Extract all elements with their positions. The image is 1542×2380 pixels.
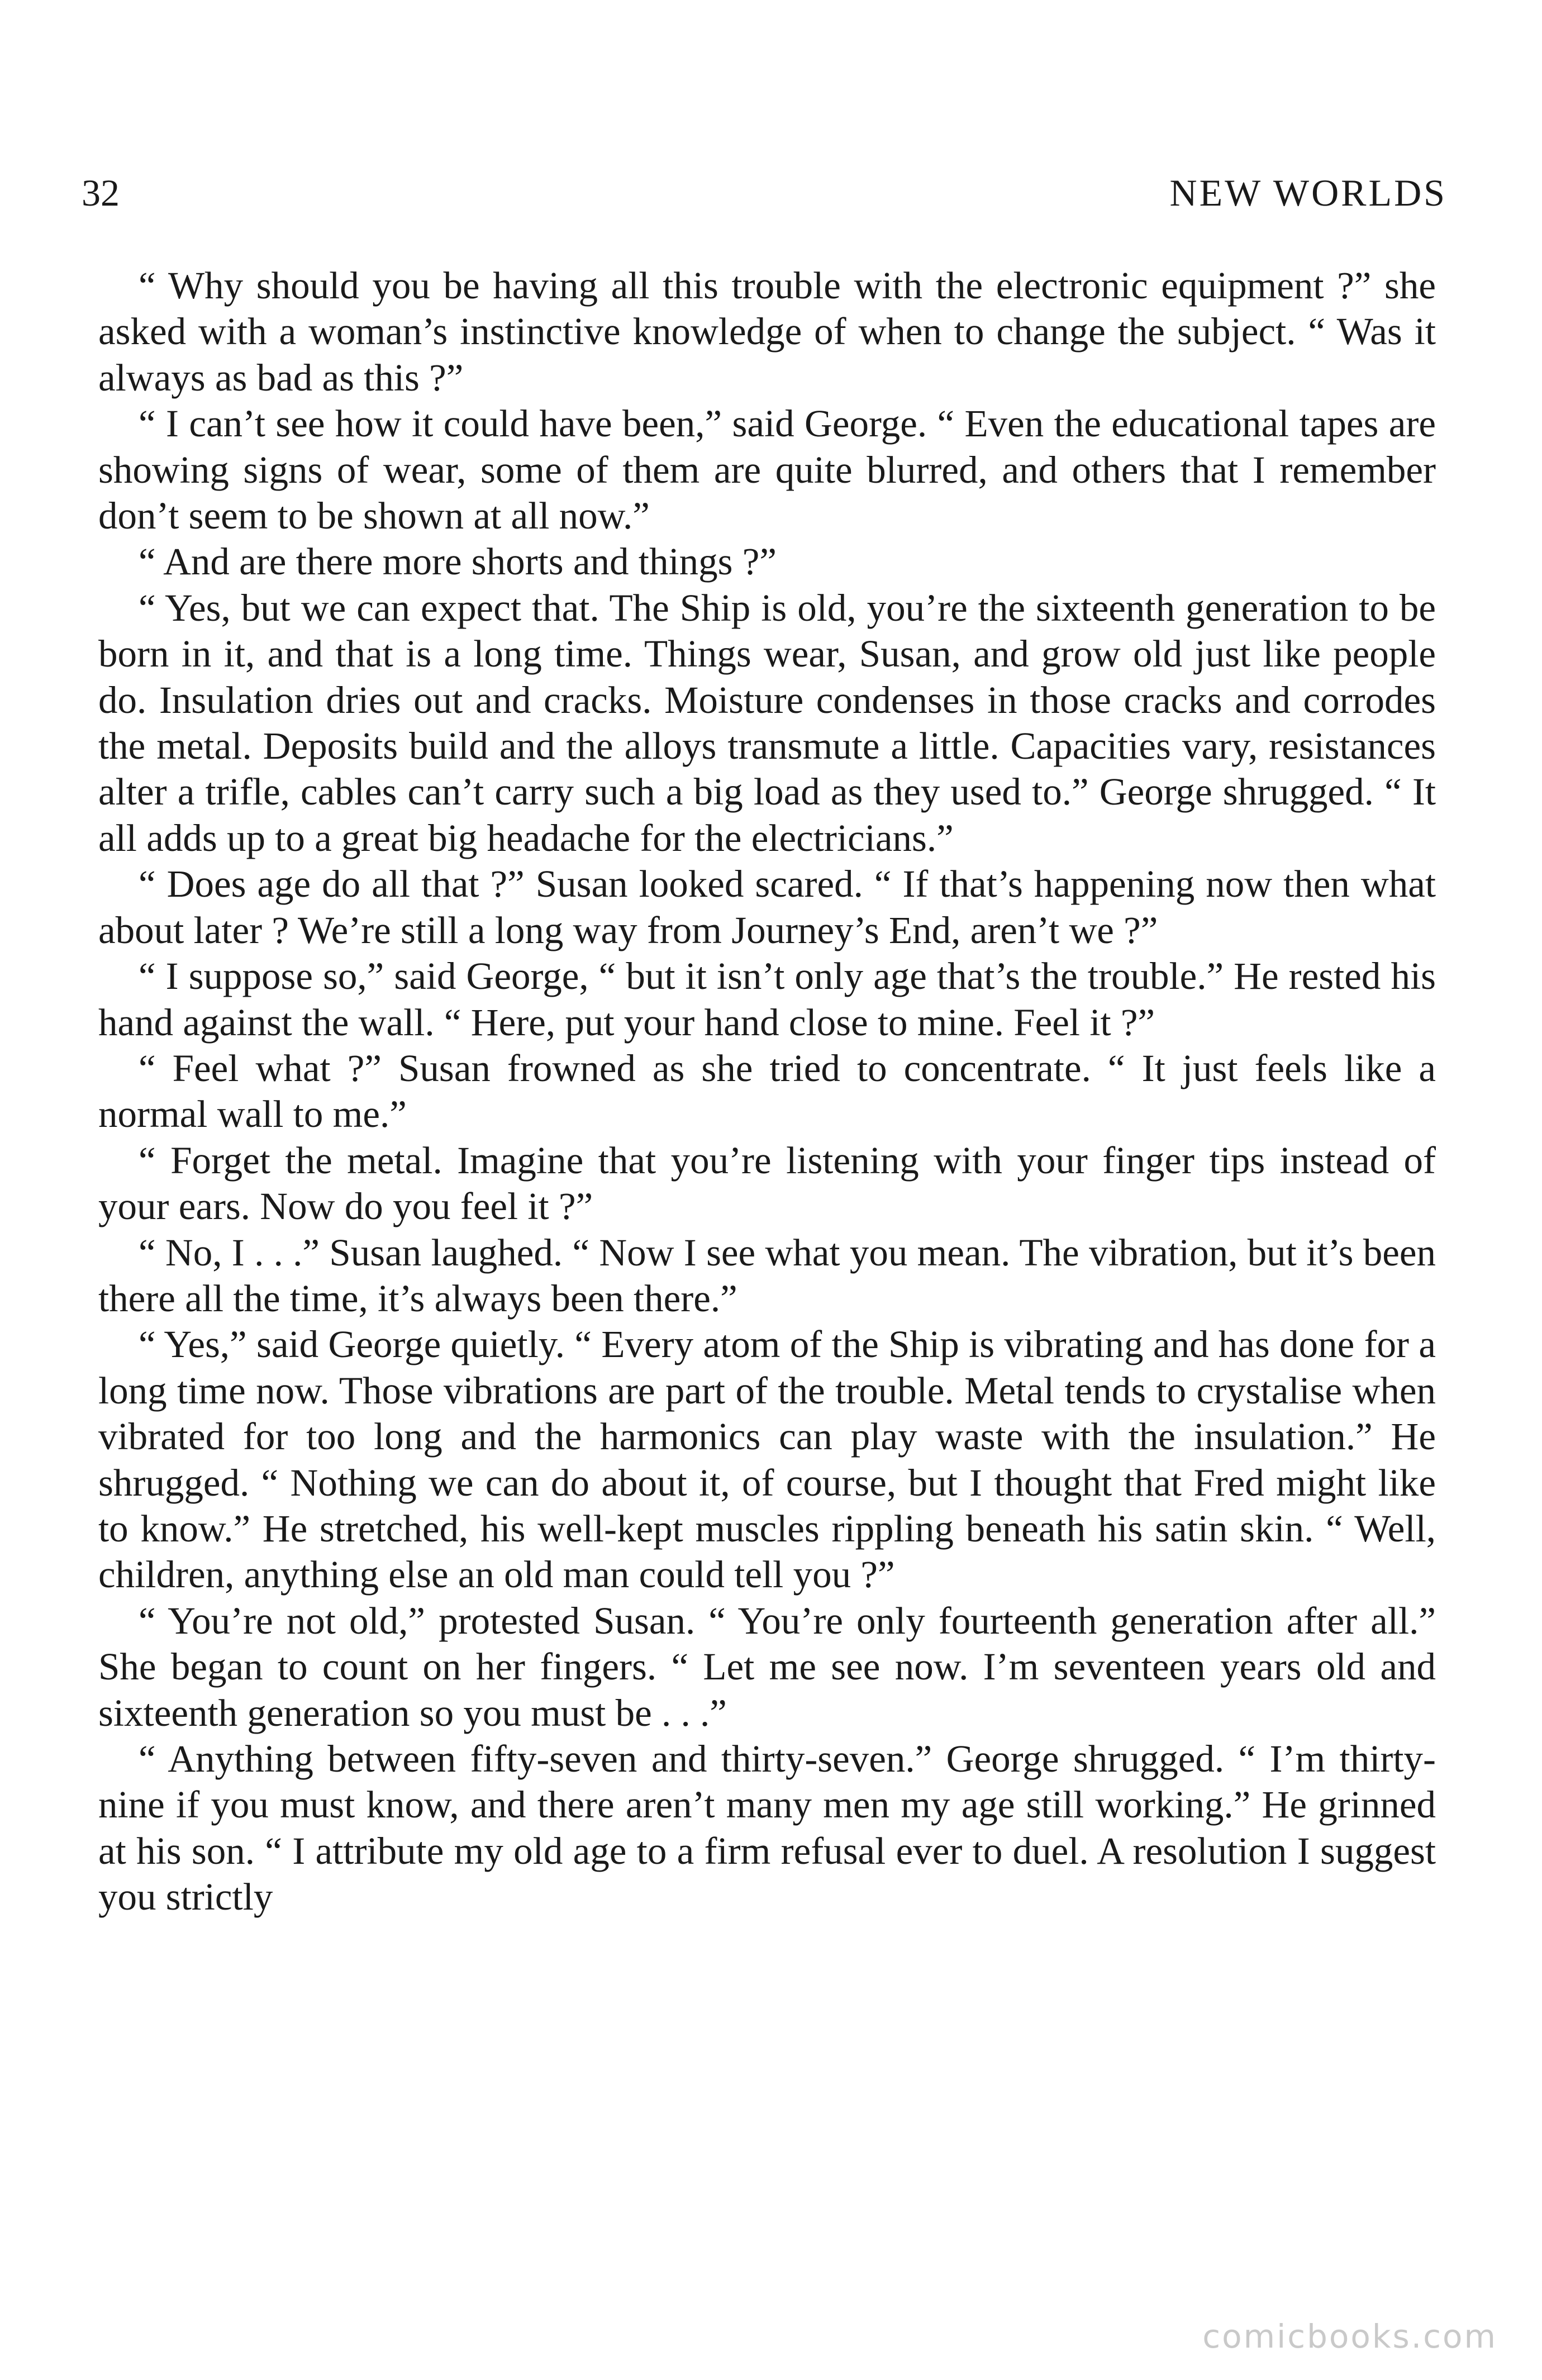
watermark: comicbooks.com xyxy=(1202,2317,1497,2355)
page-header xyxy=(82,168,1447,218)
page-number: 32 xyxy=(82,172,120,214)
paragraph: “ Forget the metal. Imagine that you’re listening with your finger tips instead of your ears. Now do you feel it ?” xyxy=(98,1139,1436,1228)
paragraph: “ Yes,” said George quietly. “ Every atom of the Ship is vibrating and has done for a long time now. Those vibrations are part of the trouble. Metal tends to crystalise when vibrated for too long and the harmonics can play waste with the insulation.” He shrugged. “ Nothing we can do about it, of course, but I thought that Fred might like to know.” He stretched, his well-kept muscles rippling beneath his satin skin. “ Well, children, anything else an old man could tell you ?” xyxy=(98,1323,1436,1596)
paragraph: “ I can’t see how it could have been,” said George. “ Even the educational tapes are showing signs of wear, some of them are quite blurred, and others that I remember don’t seem to be shown at all now.” xyxy=(98,402,1436,537)
paragraph: “ And are there more shorts and things ?” xyxy=(139,540,777,583)
paragraph: “ Does age do all that ?” Susan looked scared. “ If that’s happening now then what about later ? We’re still a long way from Journey’s End, aren’t we ?” xyxy=(98,863,1436,951)
paragraph: “ Why should you be having all this trouble with the electronic equipment ?” she asked with a woman’s instinctive knowledge of when to change the subject. “ Was it always as bad as this ?” xyxy=(98,264,1436,399)
body-text xyxy=(98,263,1436,1920)
running-head: NEW WORLDS xyxy=(1169,172,1447,214)
paragraph: “ I suppose so,” said George, “ but it isn’t only age that’s the trouble.” He rested his hand against the wall. “ Here, put your hand close to mine. Feel it ?” xyxy=(98,955,1436,1044)
paragraph: “ No, I . . .” Susan laughed. “ Now I see what you mean. The vibration, but it’s been there all the time, it’s always been there.” xyxy=(98,1231,1436,1320)
paragraph: “ Anything between fifty-seven and thirty-seven.” George shrugged. “ I’m thirty-nine if you must know, and there aren’t many men my age still working.” He grinned at his son. “ I attribute my old age to a firm refusal ever to duel. A resolution I suggest you strictly xyxy=(98,1738,1436,1919)
paragraph: “ Feel what ?” Susan frowned as she tried to concentrate. “ It just feels like a normal wall to me.” xyxy=(98,1046,1436,1136)
paragraph: “ Yes, but we can expect that. The Ship is old, you’re the sixteenth generation to be born in it, and that is a long time. Things wear, Susan, and grow old just like people do. Insulation dries out and cracks. Moisture condenses in those cracks and corrodes the metal. Deposits build and the alloys transmute a little. Capacities vary, resistances alter a trifle, cables can’t carry such a big load as they used to.” George shrugged. “ It all adds up to a great big headache for the electricians.” xyxy=(98,586,1436,859)
paragraph: “ You’re not old,” protested Susan. “ You’re only fourteenth generation after all.” She began to count on her fingers. “ Let me see now. I’m seventeen years old and sixteenth generation so you must be . . .” xyxy=(98,1599,1436,1734)
